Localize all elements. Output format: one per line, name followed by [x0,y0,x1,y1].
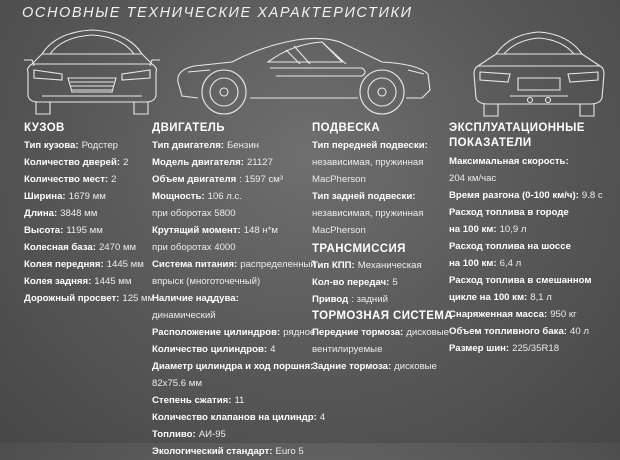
spec-value: 10,9 л [499,224,527,235]
engine-spec-row [152,154,325,171]
operation-spec-row [449,170,603,187]
spec-label: Тип КПП: [312,260,355,271]
brakes-spec-row [312,358,453,375]
car-side-view [172,28,434,116]
spec-value: : задний [351,294,388,305]
engine-spec-row [152,205,325,222]
spec-label: Максимальная скорость: [449,156,569,167]
spec-label: Диаметр цилиндра и ход поршня: [152,361,314,372]
engine-spec-row [152,307,325,324]
spec-value: при оборотах 5800 [152,208,236,219]
spec-value: 204 км/час [449,173,497,184]
spec-value: MacPherson [312,225,366,236]
engine-heading: ДВИГАТЕЛЬ [152,122,225,134]
suspension-spec-row [312,154,453,171]
engine-spec-row [152,222,325,239]
spec-value: распределенный [240,259,316,270]
body-rows [24,137,154,307]
spec-value: 5 [392,277,398,288]
spec-value: : 1597 см³ [239,174,284,185]
suspension-spec-row [312,137,453,154]
spec-value: 225/35R18 [512,343,560,354]
engine-spec-row [152,392,325,409]
spec-value: 82x75.6 мм [152,378,202,389]
suspension-spec-row [312,171,453,188]
spec-label: Размер шин: [449,343,510,354]
brakes-heading: ТОРМОЗНАЯ СИСТЕМА [312,310,453,322]
engine-section [152,121,325,460]
spec-label: Количество цилиндров: [152,344,268,355]
spec-value: Euro 5 [275,446,304,457]
spec-value: 4 [270,344,276,355]
spec-value: 2470 мм [98,242,137,253]
engine-spec-row [152,409,325,426]
brakes-spec-row [312,324,453,341]
spec-label: Расход топлива на шоссе [449,241,571,252]
body-spec-row [24,171,154,188]
spec-label: Дорожный просвет: [24,293,120,304]
spec-label: Наличие наддува: [152,293,239,304]
engine-spec-row [152,426,325,443]
spec-label: Крутящий момент: [152,225,241,236]
page-title: ОСНОВНЫЕ ТЕХНИЧЕСКИЕ ХАРАКТЕРИСТИКИ [22,5,413,21]
spec-label: Снаряженная масса: [449,309,548,320]
operation-spec-row [449,323,603,340]
brakes-rows [312,324,453,375]
spec-label: Длина: [24,208,58,219]
spec-label: Мощность: [152,191,205,202]
engine-spec-row [152,171,325,188]
spec-label: Количество клапанов на цилиндр: [152,412,317,423]
spec-label: Привод [312,294,349,305]
engine-spec-row [152,239,325,256]
spec-label: Тип передней подвески: [312,140,428,151]
engine-spec-row [152,375,325,392]
spec-value: динамический [152,310,216,321]
spec-value: 6,4 л [499,258,522,269]
spec-label: Объем топливного бака: [449,326,567,337]
spec-label: Расход топлива в городе [449,207,569,218]
spec-label: Степень сжатия: [152,395,232,406]
spec-value: 950 кг [550,309,577,320]
operation-spec-row [449,187,603,204]
spec-value: при оборотах 4000 [152,242,236,253]
spec-label: Расположение цилиндров: [152,327,281,338]
transmission-spec-row [312,291,453,308]
spec-value: Механическая [357,260,422,271]
spec-label: Система питания: [152,259,238,270]
spec-value: 11 [234,395,245,406]
spec-label: Колесная база: [24,242,96,253]
spec-label: Модель двигателя: [152,157,244,168]
spec-value: рядное [283,327,316,338]
suspension-spec-row [312,188,453,205]
spec-value: 4 [319,412,326,423]
brakes-spec-row [312,341,453,358]
engine-spec-row [152,290,325,307]
spec-label: цикле на 100 км: [449,292,528,303]
spec-value: MacPherson [312,174,366,185]
spec-label: Тип двигателя: [152,140,224,151]
operation-spec-row [449,340,603,357]
operation-spec-row [449,153,603,170]
spec-label: Время разгона (0-100 км/ч): [449,190,579,201]
suspension-spec-row [312,205,453,222]
operation-section [449,121,603,357]
operation-spec-row [449,204,603,221]
spec-label: Расход топлива в смешанном [449,275,592,286]
spec-value: 1679 мм [68,191,106,202]
operation-spec-row [449,238,603,255]
spec-value: дисковые [406,327,449,338]
spec-value: 2 [111,174,117,185]
body-spec-row [24,188,154,205]
spec-value: 1195 мм [66,225,103,236]
spec-value: 1445 мм [94,276,132,287]
operation-spec-row [449,221,603,238]
spec-label: Передние тормоза: [312,327,404,338]
spec-label: Кол-во передач: [312,277,390,288]
car-front-view [22,24,162,120]
engine-spec-row [152,324,325,341]
transmission-heading: ТРАНСМИССИЯ [312,243,406,255]
spec-value: независимая, пружинная [312,157,424,168]
spec-value: 8,1 л [530,292,552,303]
body-spec-row [24,137,154,154]
spec-value: 21127 [246,157,273,168]
spec-label: Количество дверей: [24,157,121,168]
spec-label: Колея передняя: [24,259,104,270]
body-section [24,121,154,307]
engine-rows [152,137,325,460]
spec-label: Колея задняя: [24,276,92,287]
engine-spec-row [152,273,325,290]
engine-spec-row [152,358,325,375]
operation-spec-row [449,289,603,306]
suspension-heading: ПОДВЕСКА [312,122,381,134]
spec-label: Экологический стандарт: [152,446,273,457]
body-spec-row [24,273,154,290]
spec-label: Ширина: [24,191,66,202]
engine-spec-row [152,341,325,358]
transmission-spec-row [312,274,453,291]
spec-label: Объем двигателя [152,174,237,185]
spec-value: 1445 мм [106,259,144,270]
spec-value: 106 л.с. [207,191,243,202]
spec-label: на 100 км: [449,224,497,235]
operation-rows [449,153,603,357]
spec-value: 3848 мм [60,208,98,219]
operation-spec-row [449,272,603,289]
spec-value: 40 л [570,326,589,337]
spec-label: Задние тормоза: [312,361,392,372]
spec-label: Количество мест: [24,174,109,185]
car-rear-view [470,24,608,120]
engine-spec-row [152,256,325,273]
body-heading: КУЗОВ [24,122,65,134]
spec-label: Тип кузова: [24,140,79,151]
spec-label: Топливо: [152,429,196,440]
spec-label: Тип задней подвески: [312,191,416,202]
body-spec-row [24,239,154,256]
spec-value: 2 [123,157,129,168]
suspension-section [312,121,453,375]
engine-spec-row [152,188,325,205]
spec-value: независимая, пружинная [312,208,424,219]
spec-value: Бензин [227,140,259,151]
spec-value: вентилируемые [312,344,383,355]
body-spec-row [24,290,154,307]
spec-value: АИ-95 [198,429,226,440]
body-spec-row [24,205,154,222]
transmission-rows [312,257,453,308]
operation-spec-row [449,306,603,323]
spec-label: Высота: [24,225,64,236]
engine-spec-row [152,137,325,154]
spec-value: 148 н*м [243,225,279,236]
spec-value: 125 мм [122,293,155,304]
spec-value: 9.8 с [581,190,603,201]
body-spec-row [24,222,154,239]
operation-spec-row [449,255,603,272]
body-spec-row [24,154,154,171]
suspension-rows [312,137,453,239]
spec-value: впрыск (многоточечный) [152,276,261,287]
spec-label: на 100 км: [449,258,497,269]
suspension-spec-row [312,222,453,239]
transmission-spec-row [312,257,453,274]
engine-spec-row [152,443,325,460]
spec-value: дисковые [394,361,437,372]
spec-value: Родстер [81,140,119,151]
operation-heading-2: ПОКАЗАТЕЛИ [449,137,532,149]
operation-heading: ЭКСПЛУАТАЦИОННЫЕ [449,122,585,134]
body-spec-row [24,256,154,273]
